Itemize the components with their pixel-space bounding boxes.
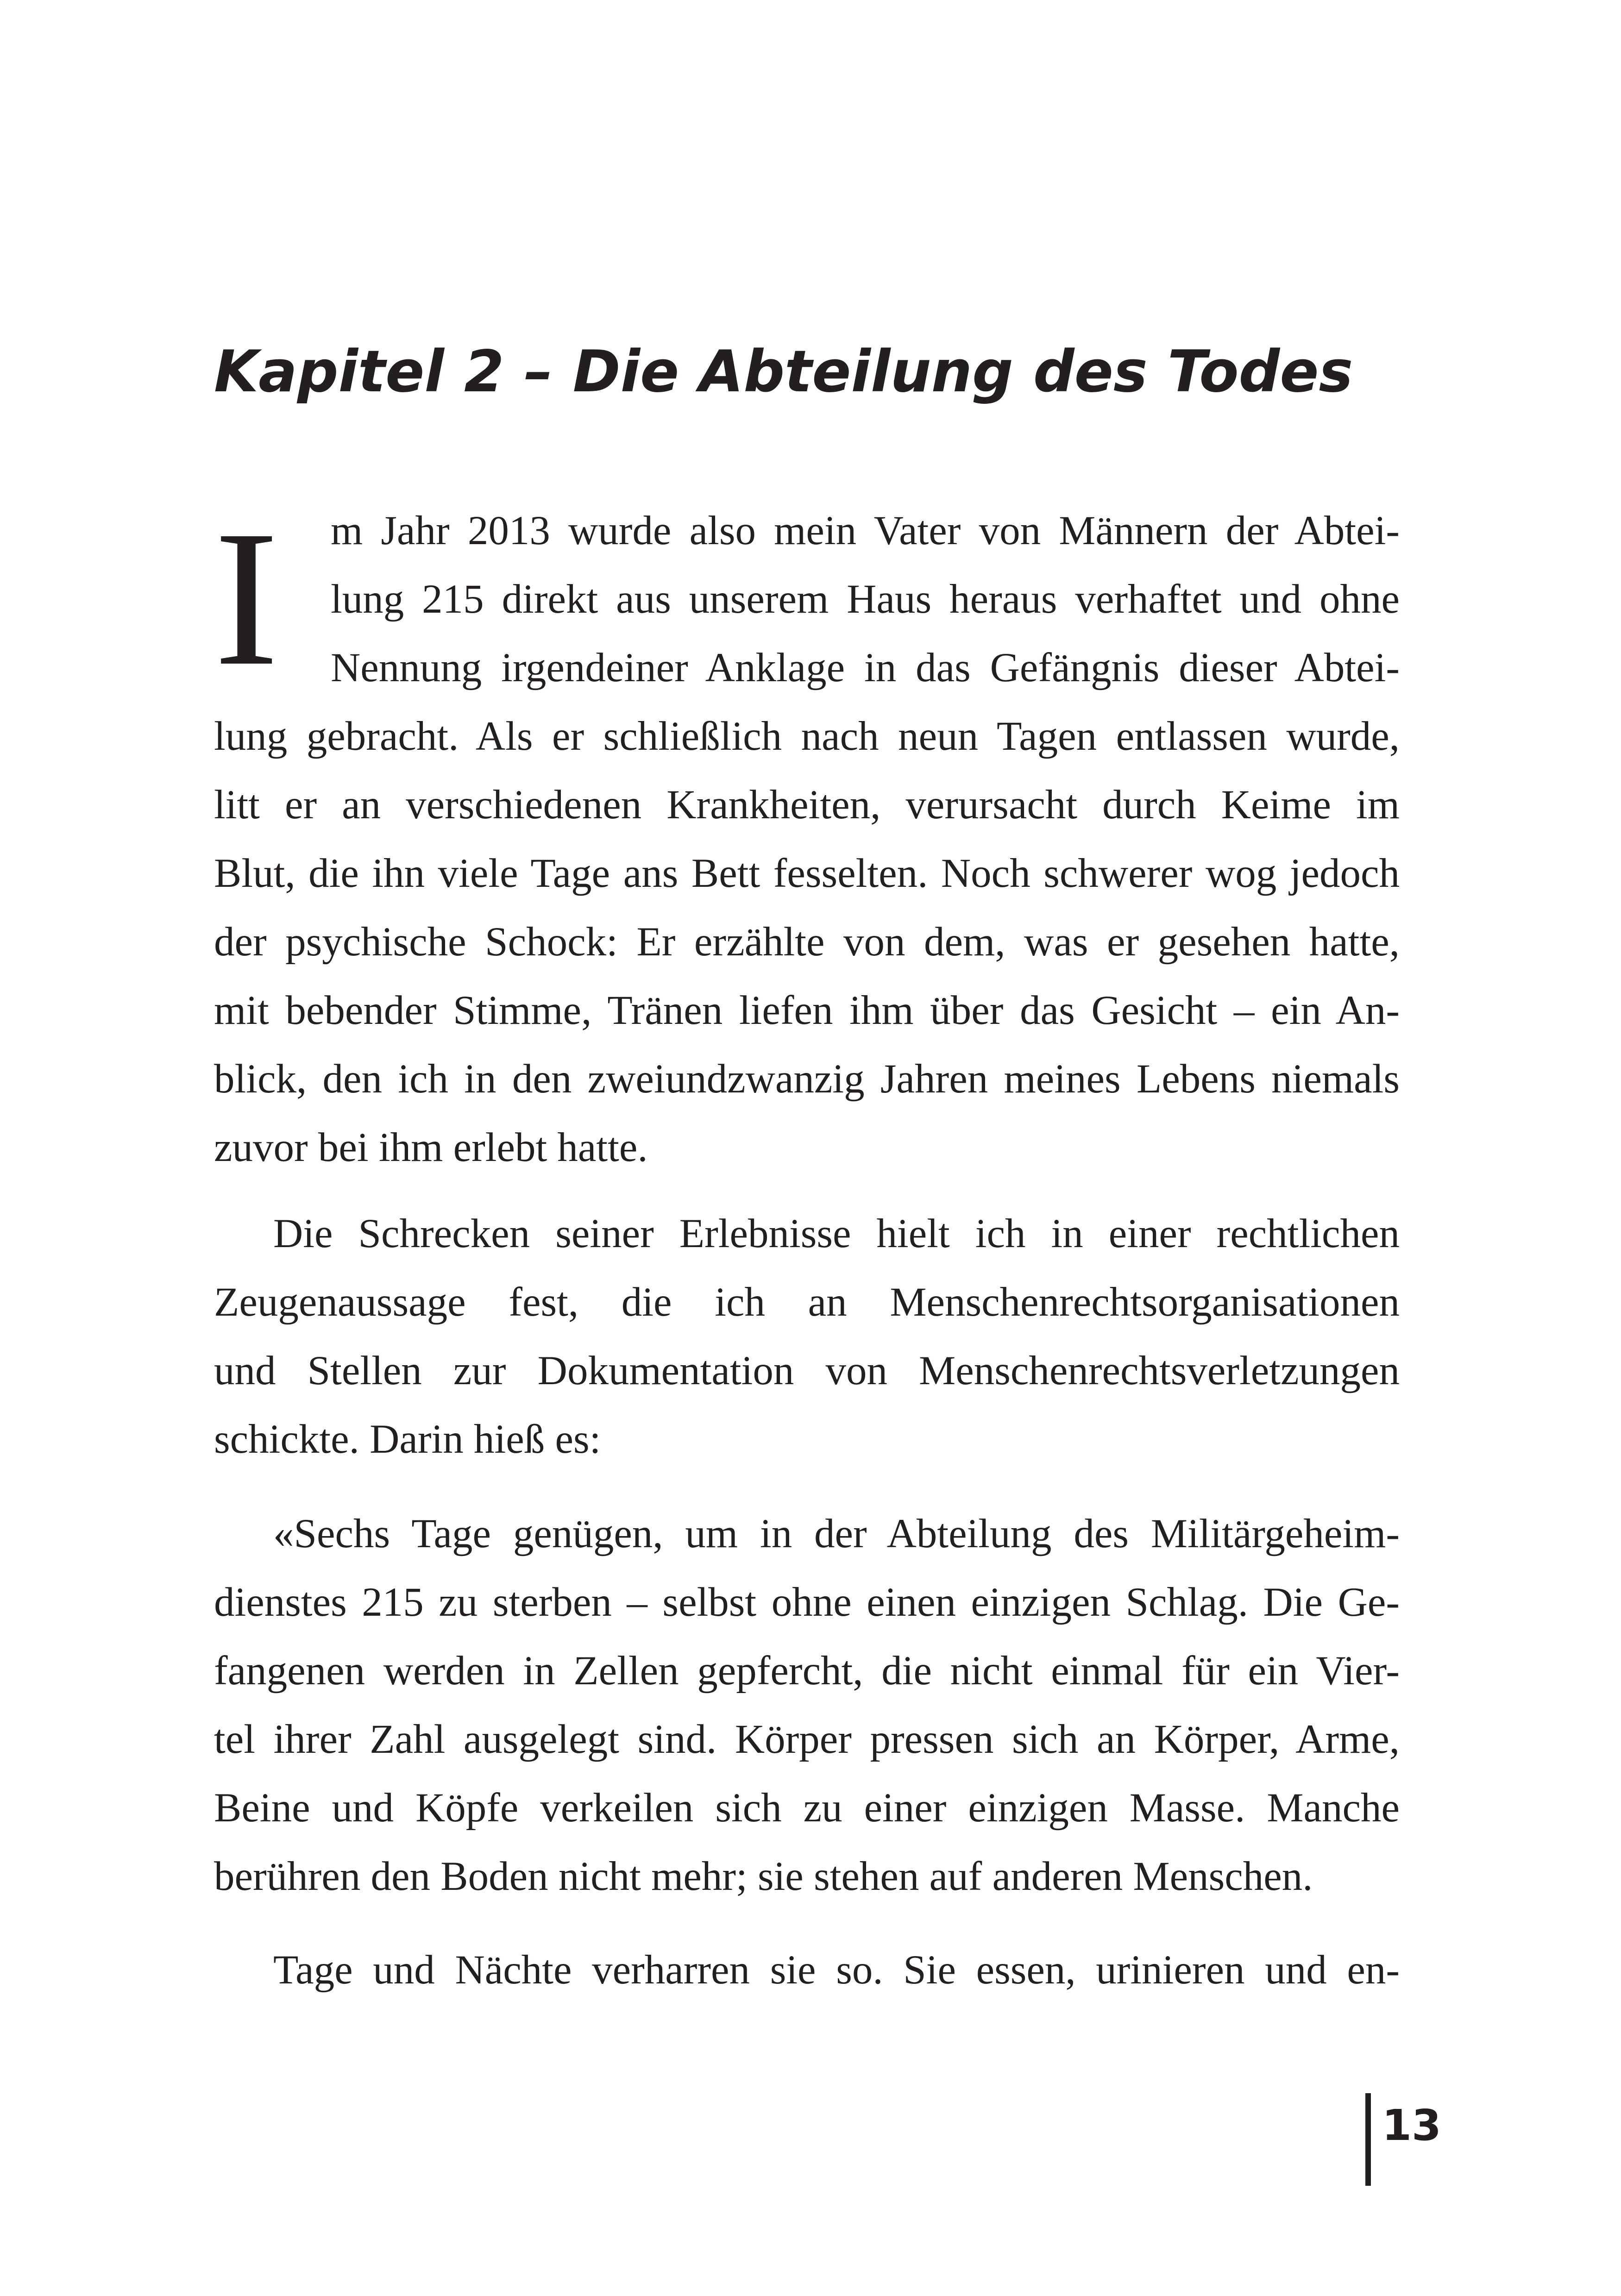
text-line: m Jahr 2013 wurde also mein Vater von Männern der Abtei- bbox=[331, 508, 1400, 553]
paragraph-2 bbox=[214, 1199, 1400, 1474]
chapter-title: Kapitel 2 – Die Abteilung des Todes bbox=[214, 339, 1353, 406]
text-line: schickte. Darin hieß es: bbox=[214, 1417, 601, 1462]
text-line: lung 215 direkt aus unserem Haus heraus verhaftet und ohne bbox=[331, 577, 1400, 622]
page-number-rule bbox=[1365, 2093, 1371, 2186]
text-line: der psychische Schock: Er erzählte von dem, was er gesehen hatte, bbox=[214, 919, 1400, 965]
text-line: dienstes 215 zu sterben – selbst ohne einen einzigen Schlag. Die Ge- bbox=[214, 1580, 1400, 1625]
paragraph-4 bbox=[214, 1936, 1400, 2004]
text-line: zuvor bei ihm erlebt hatte. bbox=[214, 1125, 648, 1170]
drop-cap: I bbox=[214, 490, 279, 706]
text-line: Blut, die ihn viele Tage ans Bett fesselten. Noch schwerer wog jedoch bbox=[214, 851, 1400, 896]
text-line: Beine und Köpfe verkeilen sich zu einer einzigen Masse. Manche bbox=[214, 1785, 1400, 1831]
text-line: «Sechs Tage genügen, um in der Abteilung des Militärgeheim- bbox=[273, 1511, 1400, 1556]
text-line: Nennung irgendeiner Anklage in das Gefängnis dieser Abtei- bbox=[331, 645, 1400, 690]
paragraph-3-quote bbox=[214, 1499, 1400, 1911]
text-line: tel ihrer Zahl ausgelegt sind. Körper pressen sich an Körper, Arme, bbox=[214, 1717, 1400, 1762]
text-line: fangenen werden in Zellen gepfercht, die nicht einmal für ein Vier- bbox=[214, 1648, 1400, 1694]
text-line: blick, den ich in den zweiundzwanzig Jahren meines Lebens niemals bbox=[214, 1056, 1400, 1102]
text-line: litt er an verschiedenen Krankheiten, verursacht durch Keime im bbox=[214, 782, 1400, 828]
page-number: 13 bbox=[1382, 2101, 1442, 2150]
text-line: lung gebracht. Als er schließlich nach neun Tagen entlassen wurde, bbox=[214, 714, 1400, 759]
text-line: und Stellen zur Dokumentation von Menschenrechtsverletzungen bbox=[214, 1348, 1400, 1393]
text-line: berühren den Boden nicht mehr; sie stehen auf anderen Menschen. bbox=[214, 1854, 1313, 1899]
paragraph-1 bbox=[214, 490, 1400, 1182]
text-line: Zeugenaussage fest, die ich an Menschenrechtsorganisationen bbox=[214, 1280, 1400, 1325]
text-line: mit bebender Stimme, Tränen liefen ihm über das Gesicht – ein An- bbox=[214, 988, 1400, 1033]
text-line: Die Schrecken seiner Erlebnisse hielt ich in einer rechtlichen bbox=[273, 1211, 1400, 1256]
text-line: Tage und Nächte verharren sie so. Sie essen, urinieren und en- bbox=[273, 1947, 1400, 1993]
